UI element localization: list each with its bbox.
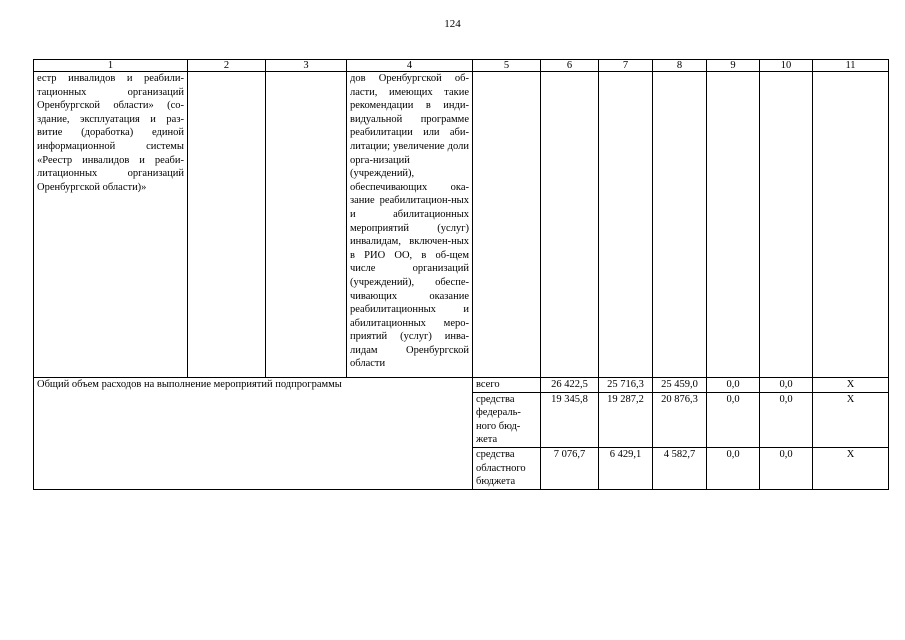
column-header: 7 — [599, 60, 653, 72]
column-header: 9 — [707, 60, 760, 72]
funding-source-label: средства федераль-ного бюд-жета — [473, 392, 541, 447]
value-cell: Х — [813, 392, 889, 447]
value-cell: 0,0 — [760, 447, 813, 489]
value-cell: Х — [813, 447, 889, 489]
empty-cell — [599, 72, 653, 378]
value-cell: 0,0 — [707, 392, 760, 447]
column-header: 10 — [760, 60, 813, 72]
empty-cell — [188, 72, 266, 378]
value-cell: 20 876,3 — [653, 392, 707, 447]
column-number-row — [34, 60, 889, 72]
value-cell: 0,0 — [760, 378, 813, 393]
column-header: 1 — [34, 60, 188, 72]
empty-cell — [266, 72, 347, 378]
empty-cell — [813, 72, 889, 378]
column-header: 8 — [653, 60, 707, 72]
column-header: 5 — [473, 60, 541, 72]
funding-source-label: всего — [473, 378, 541, 393]
summary-row-total — [34, 378, 889, 393]
value-cell: 7 076,7 — [541, 447, 599, 489]
empty-cell — [760, 72, 813, 378]
column-header: 6 — [541, 60, 599, 72]
page-number: 124 — [444, 18, 461, 30]
value-cell: 0,0 — [707, 378, 760, 393]
indicator-description-cell: дов Оренбургской об-ласти, имеющих такие рекомендации в инди-видуальной программе реабилитации или аби-литации; увеличение доли орга-низаций (учреждений), обеспечивающих ока-зание реабилитацион-ных и абилитационных мероприятий (услуг) инвалидам, включен-ных в РИО ОО, в об-щем числе организаций (учреждений), обеспе-чивающих оказание реабилитационных и абилитационных меро-приятий (услуг) инва-лидам Оренбургской области — [347, 72, 473, 378]
value-cell: 0,0 — [760, 392, 813, 447]
empty-cell — [541, 72, 599, 378]
empty-cell — [473, 72, 541, 378]
column-header: 4 — [347, 60, 473, 72]
column-header: 2 — [188, 60, 266, 72]
value-cell: 6 429,1 — [599, 447, 653, 489]
table-row — [34, 72, 889, 378]
column-header: 3 — [266, 60, 347, 72]
value-cell: 4 582,7 — [653, 447, 707, 489]
value-cell: 26 422,5 — [541, 378, 599, 393]
value-cell: 0,0 — [707, 447, 760, 489]
expenditure-table — [33, 59, 889, 490]
value-cell: 19 345,8 — [541, 392, 599, 447]
funding-source-label: средства областного бюджета — [473, 447, 541, 489]
value-cell: 19 287,2 — [599, 392, 653, 447]
summary-title-cell: Общий объем расходов на выполнение мероприятий подпрограммы — [34, 378, 473, 490]
empty-cell — [707, 72, 760, 378]
column-header: 11 — [813, 60, 889, 72]
activity-description-cell: естр инвалидов и реабили-тационных организаций Оренбургской области» (со-здание, эксплуатация и раз-витие (доработка) единой информационной системы «Реестр инвалидов и реаби-литационных организаций Оренбургской области)» — [34, 72, 188, 378]
value-cell: Х — [813, 378, 889, 393]
value-cell: 25 459,0 — [653, 378, 707, 393]
empty-cell — [653, 72, 707, 378]
value-cell: 25 716,3 — [599, 378, 653, 393]
